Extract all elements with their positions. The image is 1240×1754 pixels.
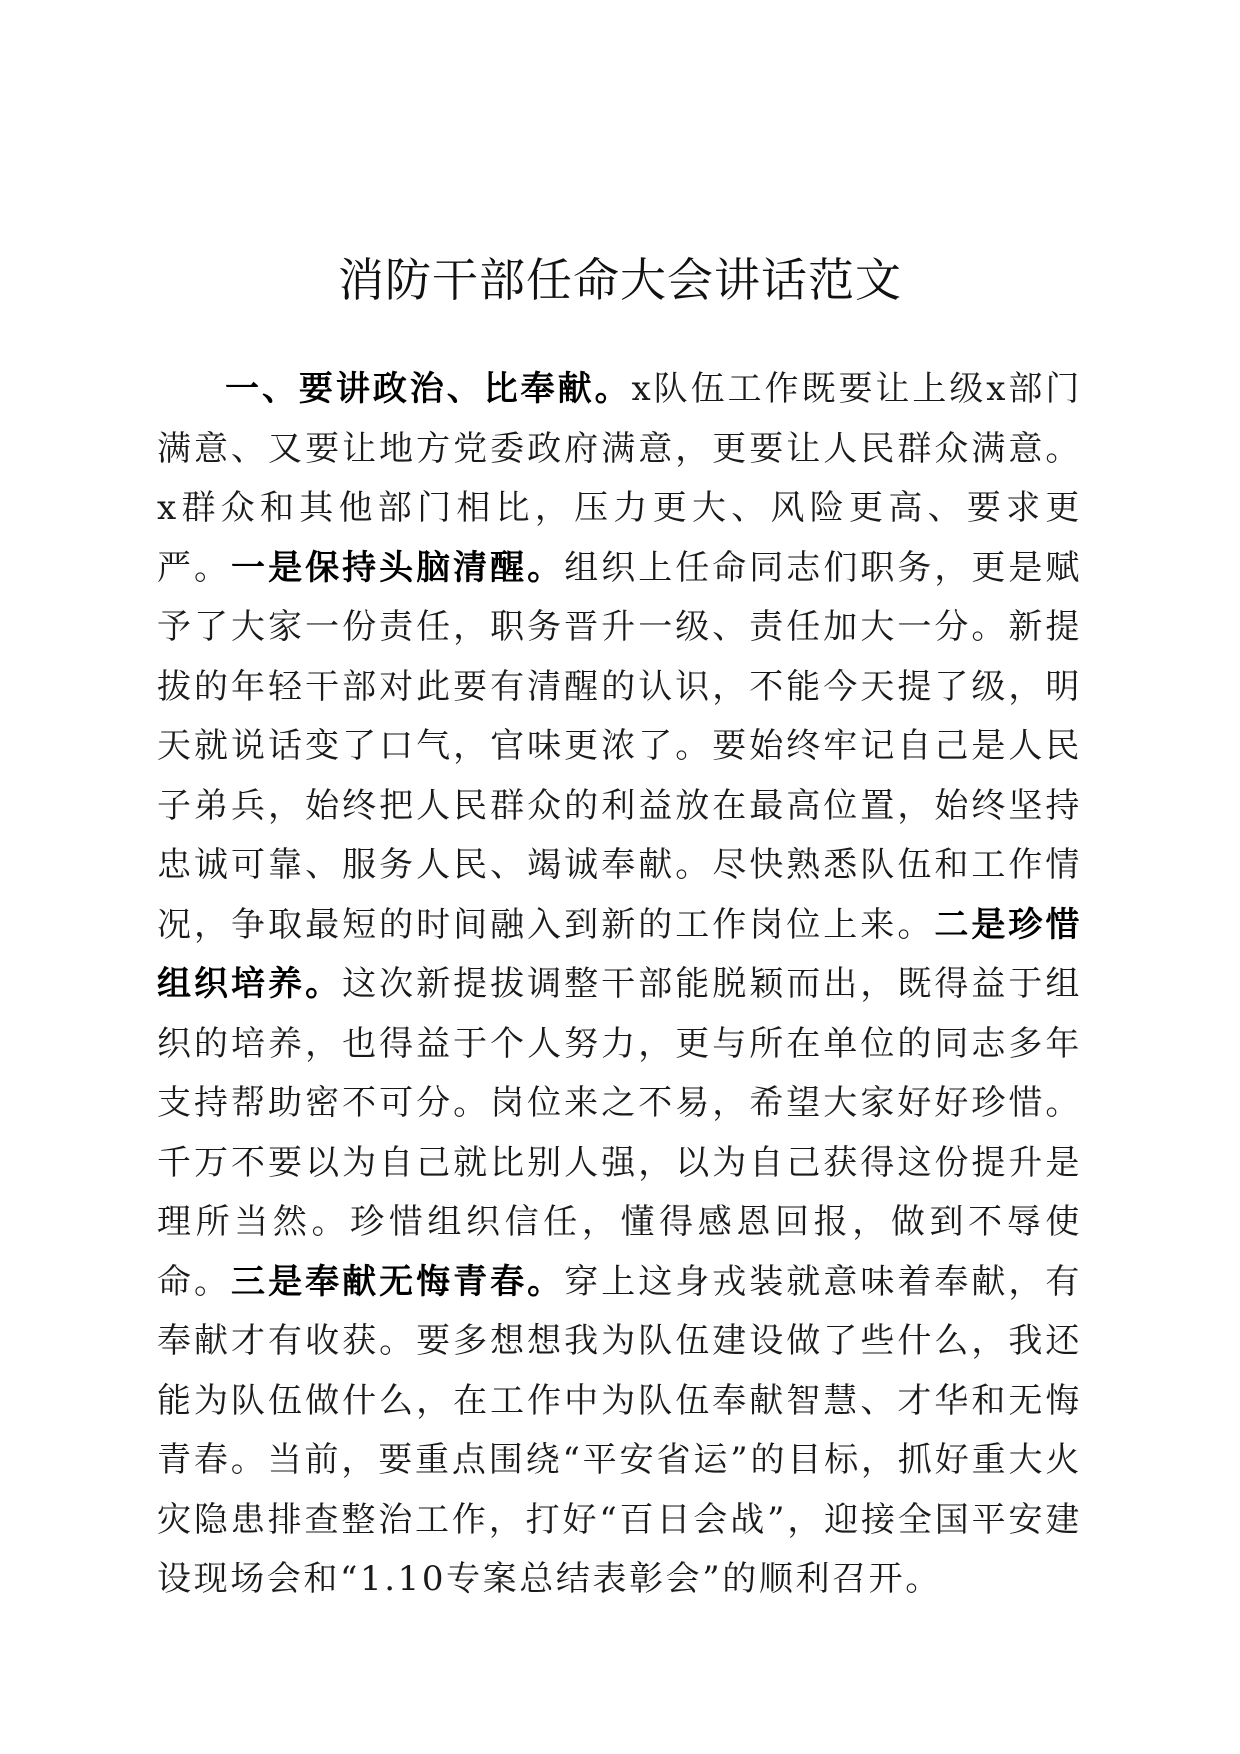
paragraph-text: 这次新提拔调整干部能脱颖而出，既得益于组织的培养，也得益于个人努力，更与所在单位的同志多年支持帮助密不可分。岗位来之不易，希望大家好好珍惜。千万不要以为自己就比别人强，以为自己获得这份提升是理所当然。珍惜组织信任，懂得感恩回报，做到不辱使命。	[157, 964, 1083, 1302]
paragraph-text: 穿上这身戎装就意味着奉献，有奉献才有收获。要多想想我为队伍建设做了些什么，我还能为队伍做什么，在工作中为队伍奉献智慧、才华和无悔青春。当前，要重点围绕“平安省运”的目标，抓好重大火灾隐患排查整治工作，打好“百日会战”，迎接全国平安建设现场会和“1.10专案总结表彰会”的顺利召开。	[157, 1261, 1083, 1599]
body-paragraph	[157, 360, 1082, 1610]
section-heading: 一、要讲政治、比奉献。	[225, 369, 632, 409]
point-label: 三是奉献无悔青春。	[231, 1261, 565, 1302]
point-label: 一是保持头脑清醒。	[231, 547, 565, 588]
point-label: 二是珍惜组织培养。	[157, 904, 1082, 1004]
paragraph-text: 组织上任命同志们职务，更是赋予了大家一份责任，职务晋升一级、责任加大一分。新提拔的年轻干部对此要有清醒的认识，不能今天提了级，明天就说话变了口气，官味更浓了。要始终牢记自己是人民子弟兵，始终把人民群众的利益放在最高位置，始终坚持忠诚可靠、服务人民、竭诚奉献。尽快熟悉队伍和工作情况，争取最短的时间融入到新的工作岗位上来。	[157, 547, 1083, 945]
document-title: 消防干部任命大会讲话范文	[338, 253, 902, 307]
paragraph-text: x队伍工作既要让上级x部门满意、又要让地方党委政府满意，更要让人民群众满意。x群众和其他部门相比，压力更大、风险更高、要求更严。	[157, 369, 1082, 588]
